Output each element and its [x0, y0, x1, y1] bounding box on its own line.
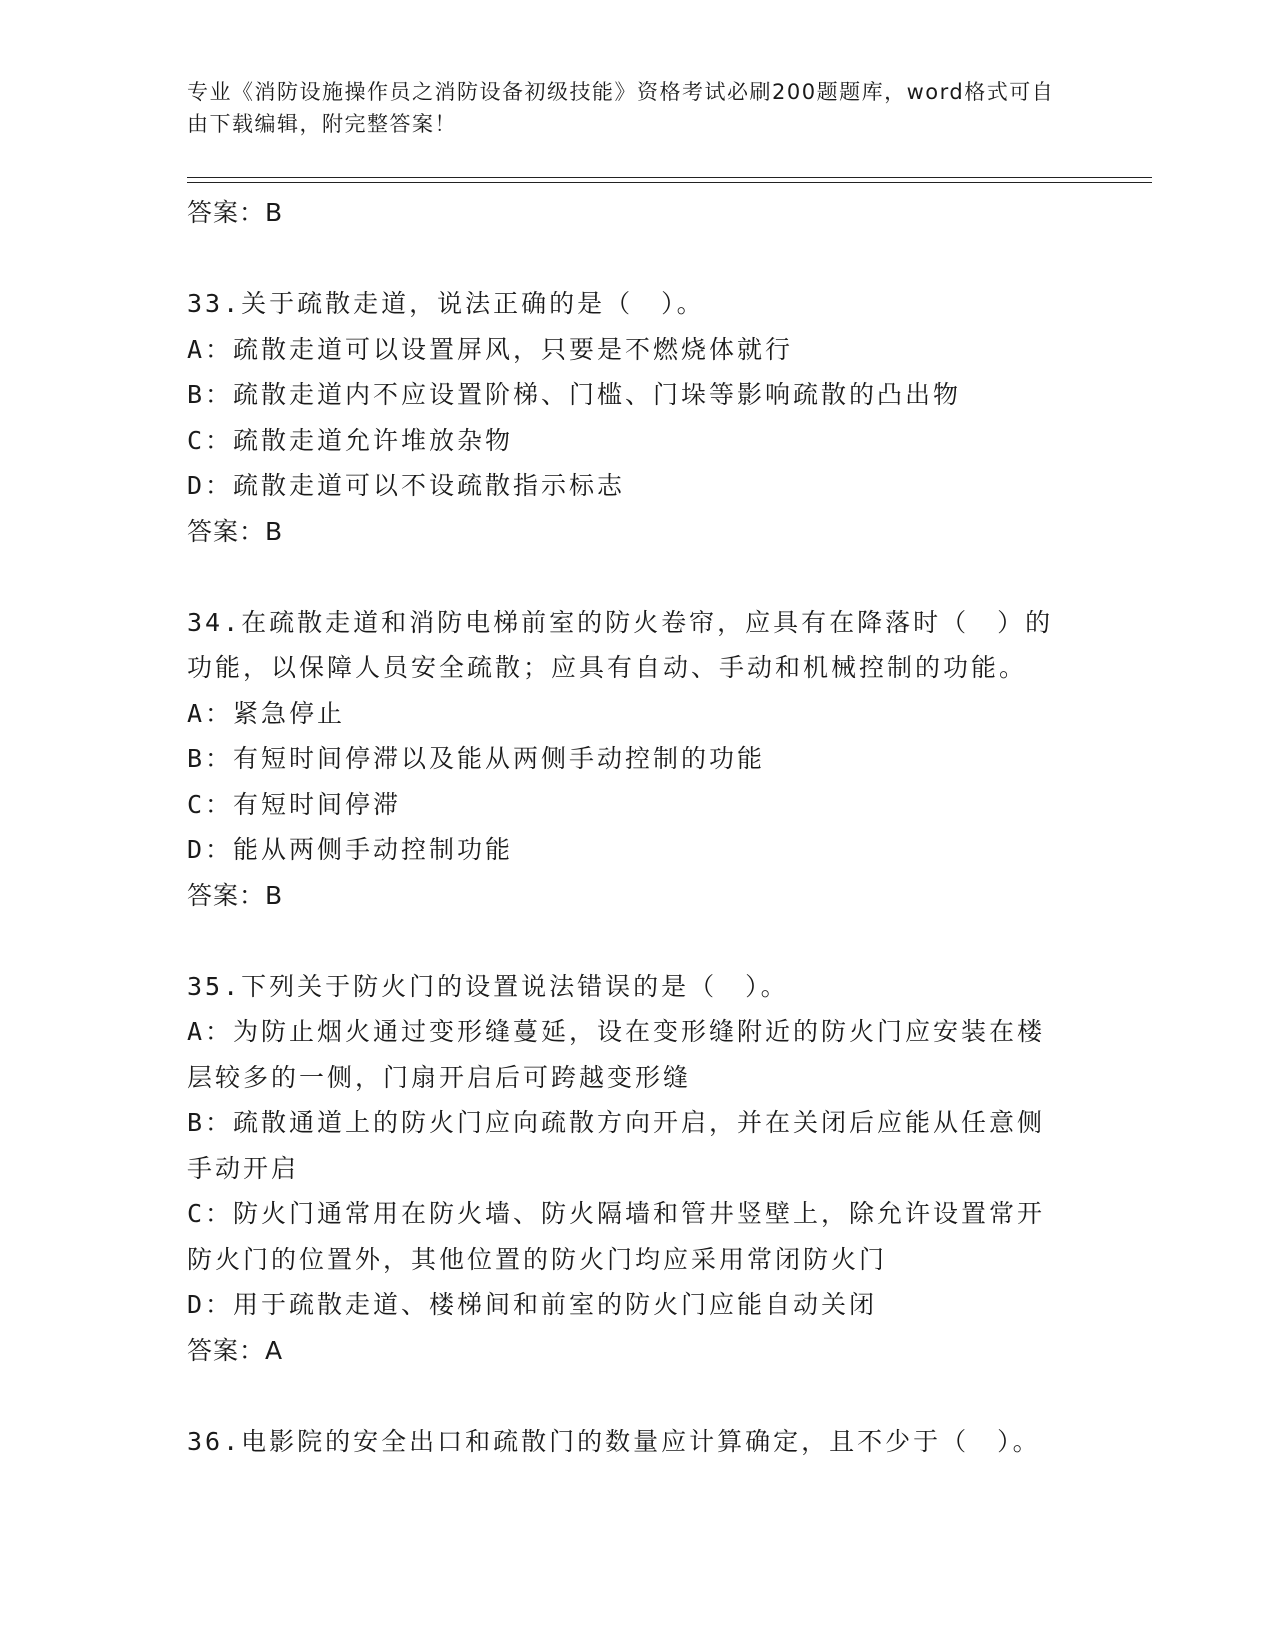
question-35-option-b-line-1: B：疏散通道上的防火门应向疏散方向开启，并在关闭后应能从任意侧	[187, 1108, 1046, 1137]
spacer	[187, 554, 1067, 600]
spacer	[187, 236, 1067, 282]
header-divider-top	[187, 177, 1152, 178]
question-34-text-line-2: 功能，以保障人员安全疏散；应具有自动、手动和机械控制的功能。	[187, 653, 1028, 682]
spacer	[187, 918, 1067, 964]
question-34-text-line-1: 34.在疏散走道和消防电梯前室的防火卷帘，应具有在降落时（ ）的	[187, 607, 1054, 637]
question-36-text: 36.电影院的安全出口和疏散门的数量应计算确定，且不少于（ ）。	[187, 1426, 1041, 1456]
question-34-answer: 答案：B	[187, 880, 284, 910]
question-34-option-a: A：紧急停止	[187, 698, 346, 728]
question-35-option-b-line-2: 手动开启	[187, 1153, 300, 1183]
question-33	[187, 281, 1067, 554]
question-34	[187, 600, 1067, 919]
question-35-option-a-line-2: 层较多的一侧，门扇开启后可跨越变形缝	[187, 1062, 692, 1092]
question-34-option-b: B：有短时间停滞以及能从两侧手动控制的功能	[187, 744, 766, 773]
page-header-title: 专业《消防设施操作员之消防设备初级技能》资格考试必刷200题题库，word格式可自由下载编辑，附完整答案！	[187, 80, 1055, 136]
question-35-option-d: D：用于疏散走道、楼梯间和前室的防火门应能自动关闭	[187, 1290, 878, 1319]
question-33-option-a: A：疏散走道可以设置屏风，只要是不燃烧体就行	[187, 334, 794, 364]
question-content	[187, 190, 1067, 1464]
question-33-option-c: C：疏散走道允许堆放杂物	[187, 425, 514, 455]
question-33-answer: 答案：B	[187, 516, 284, 546]
question-35-option-a-line-1: A：为防止烟火通过变形缝蔓延，设在变形缝附近的防火门应安装在楼	[187, 1017, 1046, 1046]
question-33-text: 33.关于疏散走道，说法正确的是（ ）。	[187, 289, 705, 318]
question-35-option-c-line-1: C：防火门通常用在防火墙、防火隔墙和管井竖壁上，除允许设置常开	[187, 1199, 1046, 1228]
spacer	[187, 1373, 1067, 1419]
header-divider-bottom	[187, 182, 1152, 183]
question-35-answer: 答案：A	[187, 1335, 284, 1365]
answer-prev: 答案：B	[187, 198, 284, 227]
question-33-option-d: D：疏散走道可以不设疏散指示标志	[187, 471, 626, 500]
question-35	[187, 964, 1067, 1374]
question-35-text: 35.下列关于防火门的设置说法错误的是（ ）。	[187, 971, 789, 1001]
question-34-option-c: C：有短时间停滞	[187, 789, 402, 819]
question-33-option-b: B：疏散走道内不应设置阶梯、门槛、门垛等影响疏散的凸出物	[187, 380, 962, 409]
question-34-option-d: D：能从两侧手动控制功能	[187, 835, 514, 864]
question-35-option-c-line-2: 防火门的位置外，其他位置的防火门均应采用常闭防火门	[187, 1244, 888, 1274]
question-36	[187, 1419, 1067, 1465]
